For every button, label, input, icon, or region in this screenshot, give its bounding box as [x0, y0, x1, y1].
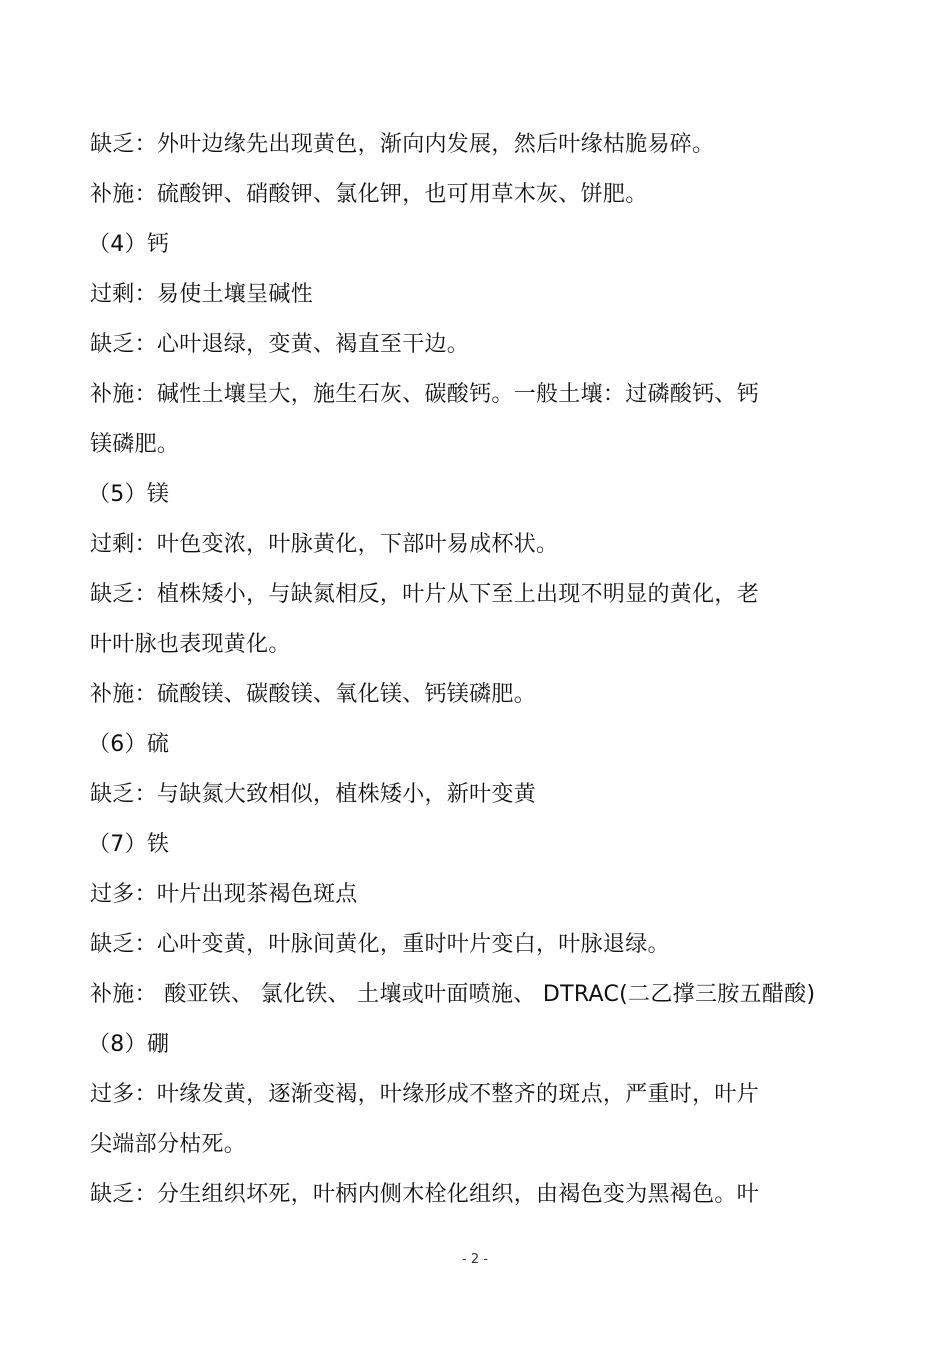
body-text — [90, 120, 870, 1220]
page-number: - 2 - — [462, 1252, 488, 1267]
text-line: 缺乏：分生组织坏死，叶柄内侧木栓化组织，由褐色变为黑褐色。叶 — [90, 1182, 760, 1207]
text-line: 过多：叶缘发黄，逐渐变褐，叶缘形成不整齐的斑点，严重时，叶片 — [90, 1082, 760, 1107]
text-line: 补施： 酸亚铁、 氯化铁、 土壤或叶面喷施、 DTRAC(二乙撑三胺五醋酸) — [90, 982, 816, 1007]
section-heading-iron: （7）铁 — [88, 832, 170, 857]
section-heading-magnesium: （5）镁 — [88, 482, 170, 507]
text-line: 补施：硫酸钾、硝酸钾、氯化钾，也可用草木灰、饼肥。 — [90, 182, 648, 207]
section-heading-calcium: （4）钙 — [88, 232, 170, 257]
text-line: 缺乏：心叶退绿，变黄、褐直至干边。 — [90, 332, 470, 357]
text-line: 缺乏：外叶边缘先出现黄色，渐向内发展，然后叶缘枯脆易碎。 — [90, 132, 715, 157]
text-line: 过剩：叶色变浓，叶脉黄化，下部叶易成杯状。 — [90, 532, 559, 557]
text-line: 过剩：易使土壤呈碱性 — [90, 282, 314, 307]
text-line: 过多：叶片出现茶褐色斑点 — [90, 882, 358, 907]
section-heading-boron: （8）硼 — [88, 1032, 170, 1057]
text-line: 缺乏：植株矮小，与缺氮相反，叶片从下至上出现不明显的黄化，老 — [90, 582, 760, 607]
text-line: 补施：碱性土壤呈大，施生石灰、碳酸钙。一般土壤：过磷酸钙、钙 — [90, 382, 760, 407]
section-heading-sulfur: （6）硫 — [88, 732, 170, 757]
text-line: 镁磷肥。 — [90, 432, 180, 457]
text-line: 缺乏：与缺氮大致相似，植株矮小，新叶变黄 — [90, 782, 537, 807]
text-line: 叶叶脉也表现黄化。 — [90, 632, 291, 657]
text-line: 尖端部分枯死。 — [90, 1132, 247, 1157]
text-line: 缺乏：心叶变黄，叶脉间黄化，重时叶片变白，叶脉退绿。 — [90, 932, 670, 957]
text-line: 补施：硫酸镁、碳酸镁、氧化镁、钙镁磷肥。 — [90, 682, 537, 707]
